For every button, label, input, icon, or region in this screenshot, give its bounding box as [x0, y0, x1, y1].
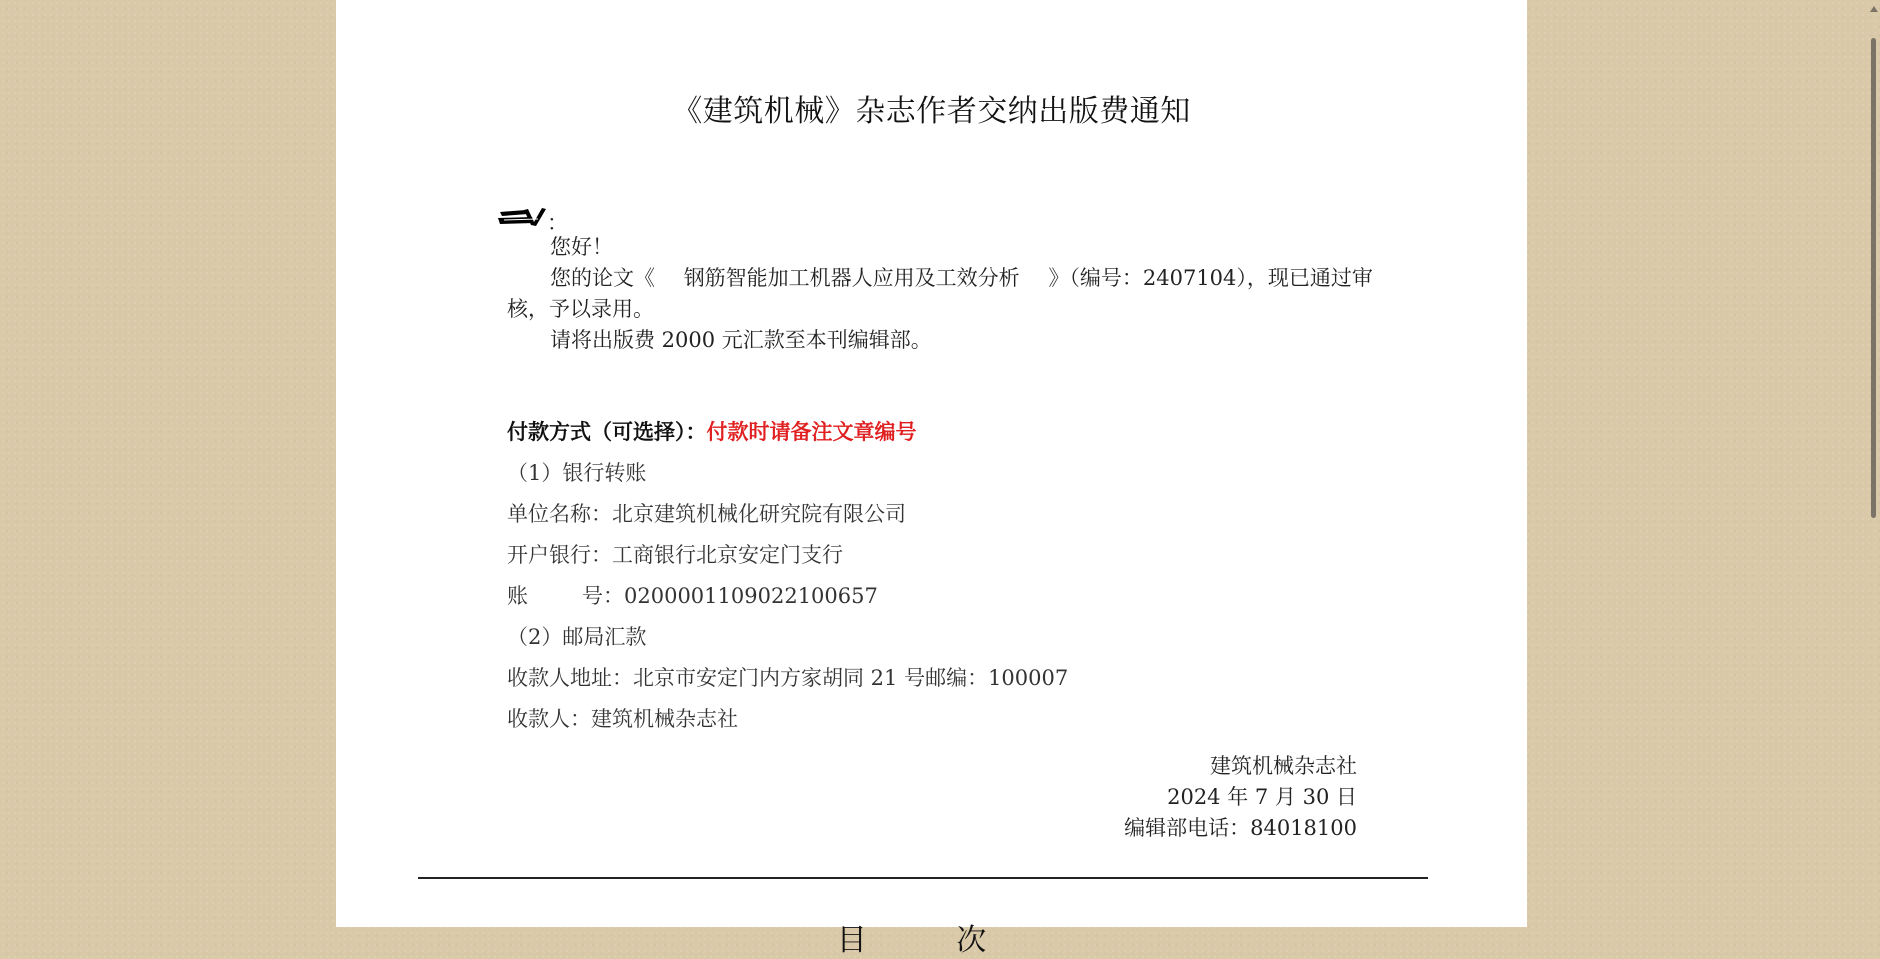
- scrollbar-thumb[interactable]: [1871, 38, 1876, 518]
- signature-phone: 编辑部电话：84018100: [1124, 816, 1357, 840]
- next-section-heading: 目 次: [836, 923, 1027, 958]
- payee-address: 收款人地址：北京市安定门内方家胡同 21 号邮编：100007: [507, 666, 1069, 690]
- account-number: [507, 586, 878, 607]
- vertical-scrollbar[interactable]: [1868, 0, 1880, 927]
- document-page: [336, 0, 1527, 958]
- redacted-name-mark: [498, 205, 548, 227]
- paper-line-prefix: 您的论文《: [550, 266, 655, 290]
- payment-method-line: [507, 422, 917, 443]
- paper-title: 钢筋智能加工机器人应用及工效分析: [683, 266, 1020, 290]
- section-divider: [418, 877, 1428, 879]
- company-name: 单位名称：北京建筑机械化研究院有限公司: [507, 502, 906, 526]
- payee: 收款人：建筑机械杂志社: [507, 707, 738, 731]
- greeting: 您好！: [550, 235, 613, 259]
- payment-method-label: 付款方式（可选择）：: [507, 420, 707, 444]
- account-value: 号：0200001109022100657: [582, 584, 878, 608]
- notice-title: 《建筑机械》杂志作者交纳出版费通知: [672, 94, 1191, 129]
- bank-name: 开户银行：工商银行北京安定门支行: [507, 543, 843, 567]
- paper-line-continued: 核，予以录用。: [507, 297, 654, 321]
- signature-org: 建筑机械杂志社: [1210, 754, 1357, 778]
- salutation-colon: ：: [547, 211, 568, 235]
- fee-line: 请将出版费 2000 元汇款至本刊编辑部。: [550, 328, 932, 352]
- bank-transfer-heading: （1）银行转账: [507, 461, 647, 485]
- paper-line-suffix: 》（编号：2407104），现已通过审: [1048, 266, 1373, 290]
- postal-remittance-heading: （2）邮局汇款: [507, 625, 647, 649]
- account-label: 账: [507, 584, 528, 608]
- payment-note: 付款时请备注文章编号: [706, 420, 917, 444]
- signature-date: 2024 年 7 月 30 日: [1167, 785, 1357, 809]
- scroll-up-arrow-icon[interactable]: [1870, 6, 1878, 12]
- paper-line: [550, 268, 1373, 289]
